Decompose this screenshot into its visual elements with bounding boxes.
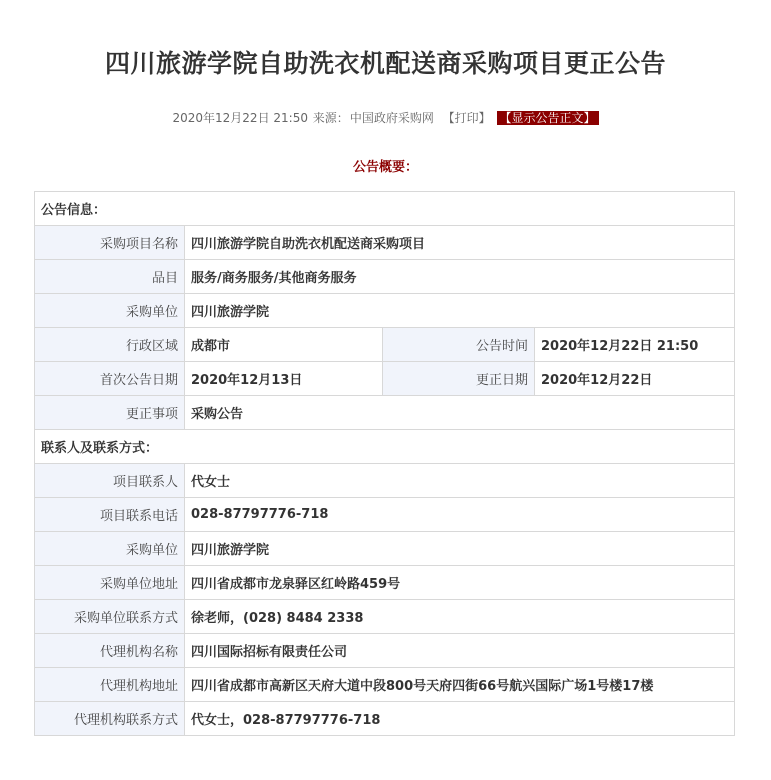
table-row [35, 668, 735, 702]
region-value: 成都市 [185, 328, 383, 362]
purchaser-address-label: 采购单位地址 [35, 566, 185, 600]
table-row [35, 294, 735, 328]
purchaser-contact-label: 采购单位联系方式 [35, 600, 185, 634]
publish-time-label: 公告时间 [383, 328, 535, 362]
purchaser-address-value: 四川省成都市龙泉驿区红岭路459号 [185, 566, 735, 600]
page-title: 四川旅游学院自助洗衣机配送商采购项目更正公告 [104, 49, 666, 78]
agency-name-value: 四川国际招标有限责任公司 [185, 634, 735, 668]
project-phone-value: 028-87797776-718 [185, 498, 735, 532]
category-value: 服务/商务服务/其他商务服务 [185, 260, 735, 294]
project-name-value: 四川旅游学院自助洗衣机配送商采购项目 [185, 226, 735, 260]
agency-name-label: 代理机构名称 [35, 634, 185, 668]
source-name: 中国政府采购网 [349, 111, 434, 125]
agency-address-value: 四川省成都市高新区天府大道中段800号天府四街66号航兴国际广场1号楼17楼 [185, 668, 735, 702]
table-row [35, 328, 735, 362]
category-label: 品目 [35, 260, 185, 294]
table-row [35, 396, 735, 430]
section-heading-notice-info: 公告信息： [35, 192, 735, 226]
show-notice-text-button[interactable]: 【显示公告正文】 [497, 111, 599, 125]
contact-purchaser-label: 采购单位 [35, 532, 185, 566]
section-row-notice-info [35, 192, 735, 226]
contact-purchaser-value: 四川旅游学院 [185, 532, 735, 566]
correction-date-value: 2020年12月22日 [535, 362, 735, 396]
publish-datetime: 2020年12月22日 21:50 [172, 111, 308, 125]
table-row [35, 498, 735, 532]
publish-time-value: 2020年12月22日 21:50 [535, 328, 735, 362]
correction-date-label: 更正日期 [383, 362, 535, 396]
table-row [35, 600, 735, 634]
purchaser-value: 四川旅游学院 [185, 294, 735, 328]
first-date-label: 首次公告日期 [35, 362, 185, 396]
project-phone-label: 项目联系电话 [35, 498, 185, 532]
purchaser-label: 采购单位 [35, 294, 185, 328]
meta-line [0, 109, 771, 126]
notice-info-table [34, 191, 735, 736]
agency-contact-label: 代理机构联系方式 [35, 702, 185, 736]
table-row [35, 532, 735, 566]
section-heading-contacts: 联系人及联系方式： [35, 430, 735, 464]
first-date-value: 2020年12月13日 [185, 362, 383, 396]
table-row [35, 260, 735, 294]
summary-heading: 公告概要： [352, 160, 418, 175]
project-contact-label: 项目联系人 [35, 464, 185, 498]
correction-item-label: 更正事项 [35, 396, 185, 430]
print-button[interactable]: 【打印】 [442, 111, 491, 125]
table-row [35, 634, 735, 668]
table-row [35, 362, 735, 396]
agency-contact-value: 代女士，028-87797776-718 [185, 702, 735, 736]
project-contact-value: 代女士 [185, 464, 735, 498]
purchaser-contact-value: 徐老师，(028) 8484 2338 [185, 600, 735, 634]
table-row [35, 702, 735, 736]
source-label: 来源： [312, 111, 349, 125]
agency-address-label: 代理机构地址 [35, 668, 185, 702]
table-row [35, 464, 735, 498]
region-label: 行政区域 [35, 328, 185, 362]
table-row [35, 226, 735, 260]
table-row [35, 566, 735, 600]
correction-item-value: 采购公告 [185, 396, 735, 430]
project-name-label: 采购项目名称 [35, 226, 185, 260]
section-row-contacts [35, 430, 735, 464]
